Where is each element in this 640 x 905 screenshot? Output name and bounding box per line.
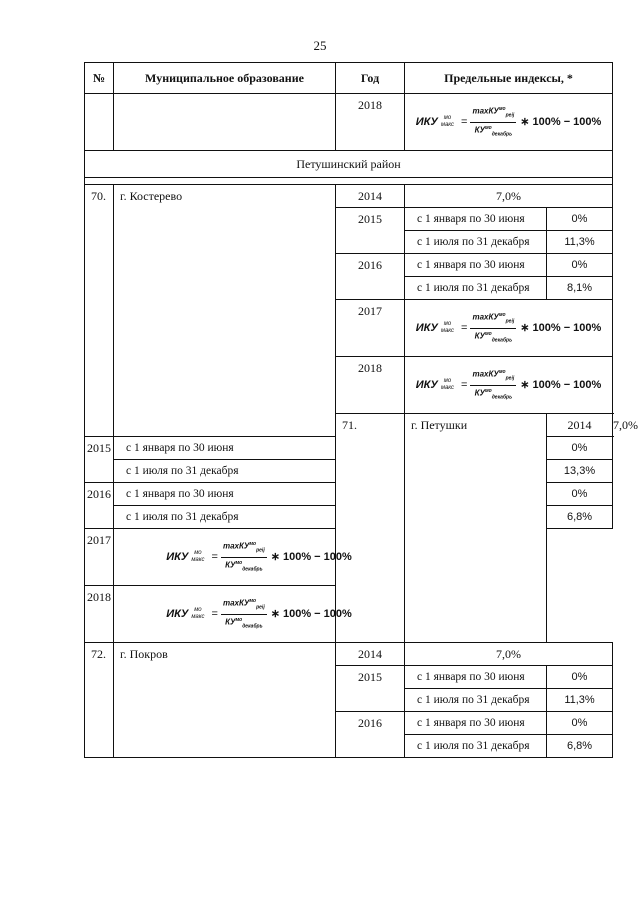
header-municipality: Муниципальное образование: [114, 63, 336, 94]
period-label: с 1 января по 30 июня: [114, 437, 336, 460]
header-row: [85, 63, 613, 94]
table-row: [85, 185, 613, 208]
table-row: 71. г. Петушки 2014 7,0%: [85, 414, 613, 437]
index-value: 6,8%: [547, 506, 613, 529]
index-value: 0%: [547, 712, 613, 735]
year-cell: 2014: [547, 414, 613, 437]
index-value: 0%: [547, 666, 613, 689]
formula-sup: мо: [443, 378, 452, 384]
formula-tail: ∗ 100% − 100%: [270, 551, 352, 563]
formula-denominator: $КУ^{мо}_{декабрь}$: [474, 387, 513, 400]
period-label: с 1 июля по 31 декабря: [114, 460, 336, 483]
indices-table: [84, 62, 639, 758]
formula-cell: [405, 94, 613, 151]
formula-expression: [416, 105, 602, 139]
year-cell: 2018: [85, 586, 114, 643]
formula-super-sub: [191, 607, 204, 621]
formula-fraction: [470, 368, 516, 402]
index-value: 11,3%: [547, 689, 613, 712]
formula-denominator: $КУ^{мо}_{декабрь}$: [474, 124, 513, 137]
index-value: 0%: [547, 208, 613, 231]
index-value: 7,0%: [405, 185, 613, 208]
formula-numerator: maxКУ$^{мо}_{peij}$: [221, 540, 267, 557]
formula-main: ИКУ: [166, 551, 189, 563]
formula-super-sub: [441, 115, 454, 129]
year-cell: 2017: [336, 300, 405, 357]
formula-sup: мо: [194, 607, 202, 613]
period-label: с 1 января по 30 июня: [405, 254, 547, 277]
formula-main: ИКУ: [415, 379, 438, 391]
formula-sub: макс: [191, 614, 205, 620]
section-row: [85, 151, 613, 178]
year-cell: 2017: [85, 529, 114, 586]
formula-fraction: [470, 311, 516, 345]
year-cell: 2014: [336, 185, 405, 208]
formula-sub: макс: [191, 557, 205, 563]
header-num: №: [85, 63, 114, 94]
formula-equals: =: [211, 551, 218, 563]
index-value: 0%: [547, 254, 613, 277]
formula-cell: [405, 300, 613, 357]
formula-denominator: $КУ^{мо}_{декабрь}$: [225, 559, 263, 572]
formula-tail: ∗ 100% − 100%: [270, 608, 352, 620]
top-name-cell: [114, 94, 336, 151]
municipality-name: г. Костерево: [114, 185, 336, 437]
formula-expression: [166, 540, 352, 574]
formula-expression: [166, 597, 352, 631]
formula-numerator: maxКУ$^{мо}_{peij}$: [221, 597, 267, 614]
formula-main: ИКУ: [166, 608, 189, 620]
period-label: с 1 января по 30 июня: [405, 712, 547, 735]
formula-tail: ∗ 100% − 100%: [520, 379, 602, 391]
formula-sub: макс: [440, 385, 455, 391]
formula-expression: [416, 311, 602, 345]
formula-equals: =: [461, 116, 468, 128]
index-value: 0%: [547, 437, 613, 460]
top-year: 2018: [336, 94, 405, 151]
period-label: с 1 января по 30 июня: [114, 483, 336, 506]
section-title: Петушинский район: [85, 151, 613, 178]
period-label: с 1 января по 30 июня: [405, 666, 547, 689]
table-row: [85, 643, 613, 666]
formula-cell: [114, 586, 405, 643]
row-number: 72.: [85, 643, 114, 758]
formula-fraction: [221, 597, 267, 631]
period-label: с 1 января по 30 июня: [405, 208, 547, 231]
formula-super-sub: [441, 321, 454, 335]
formula-sup: мо: [443, 321, 452, 327]
year-cell: 2015: [336, 666, 405, 712]
row-number: 70.: [85, 185, 114, 437]
formula-denominator: $КУ^{мо}_{декабрь}$: [225, 616, 263, 629]
formula-denominator: $КУ^{мо}_{декабрь}$: [474, 330, 513, 343]
formula-equals: =: [211, 608, 218, 620]
formula-tail: ∗ 100% − 100%: [520, 322, 602, 334]
formula-cell: [405, 357, 613, 414]
formula-equals: =: [461, 322, 468, 334]
formula-main: ИКУ: [415, 116, 438, 128]
year-cell: 2016: [336, 254, 405, 300]
formula-main: ИКУ: [415, 322, 438, 334]
period-label: с 1 июля по 31 декабря: [405, 735, 547, 758]
row-number: 71.: [336, 414, 405, 643]
formula-numerator: maxКУ$^{мо}_{peij}$: [470, 311, 516, 328]
formula-equals: =: [461, 379, 468, 391]
municipality-name: г. Покров: [114, 643, 336, 758]
formula-sub: макс: [440, 122, 455, 128]
period-label: с 1 июля по 31 декабря: [114, 506, 336, 529]
formula-tail: ∗ 100% − 100%: [520, 116, 602, 128]
year-cell: 2016: [336, 712, 405, 758]
formula-super-sub: [441, 378, 454, 392]
top-num-cell: [85, 94, 114, 151]
header-indices: Предельные индексы, *: [405, 63, 613, 94]
year-cell: 2014: [336, 643, 405, 666]
index-value: 8,1%: [547, 277, 613, 300]
year-cell: 2016: [85, 483, 114, 529]
formula-cell: [114, 529, 405, 586]
top-continuation-row: [85, 94, 613, 151]
index-value: 13,3%: [547, 460, 613, 483]
municipality-name: г. Петушки: [405, 414, 547, 643]
index-value: 7,0%: [405, 643, 613, 666]
period-label: с 1 июля по 31 декабря: [405, 277, 547, 300]
formula-sub: макс: [440, 328, 455, 334]
section-gap: [85, 178, 613, 185]
index-value: 11,3%: [547, 231, 613, 254]
index-value: 6,8%: [547, 735, 613, 758]
formula-sup: мо: [443, 115, 452, 121]
formula-fraction: [470, 105, 516, 139]
formula-super-sub: [191, 550, 204, 564]
period-label: с 1 июля по 31 декабря: [405, 231, 547, 254]
period-label: с 1 июля по 31 декабря: [405, 689, 547, 712]
year-cell: 2018: [336, 357, 405, 414]
year-cell: 2015: [336, 208, 405, 254]
formula-fraction: [221, 540, 267, 574]
page-number: 25: [313, 38, 327, 53]
formula-expression: [416, 368, 602, 402]
year-cell: 2015: [85, 437, 114, 483]
formula-numerator: maxКУ$^{мо}_{peij}$: [470, 105, 516, 122]
formula-numerator: maxКУ$^{мо}_{peij}$: [470, 368, 516, 385]
index-value: 0%: [547, 483, 613, 506]
formula-sup: мо: [194, 550, 202, 556]
header-year: Год: [336, 63, 405, 94]
